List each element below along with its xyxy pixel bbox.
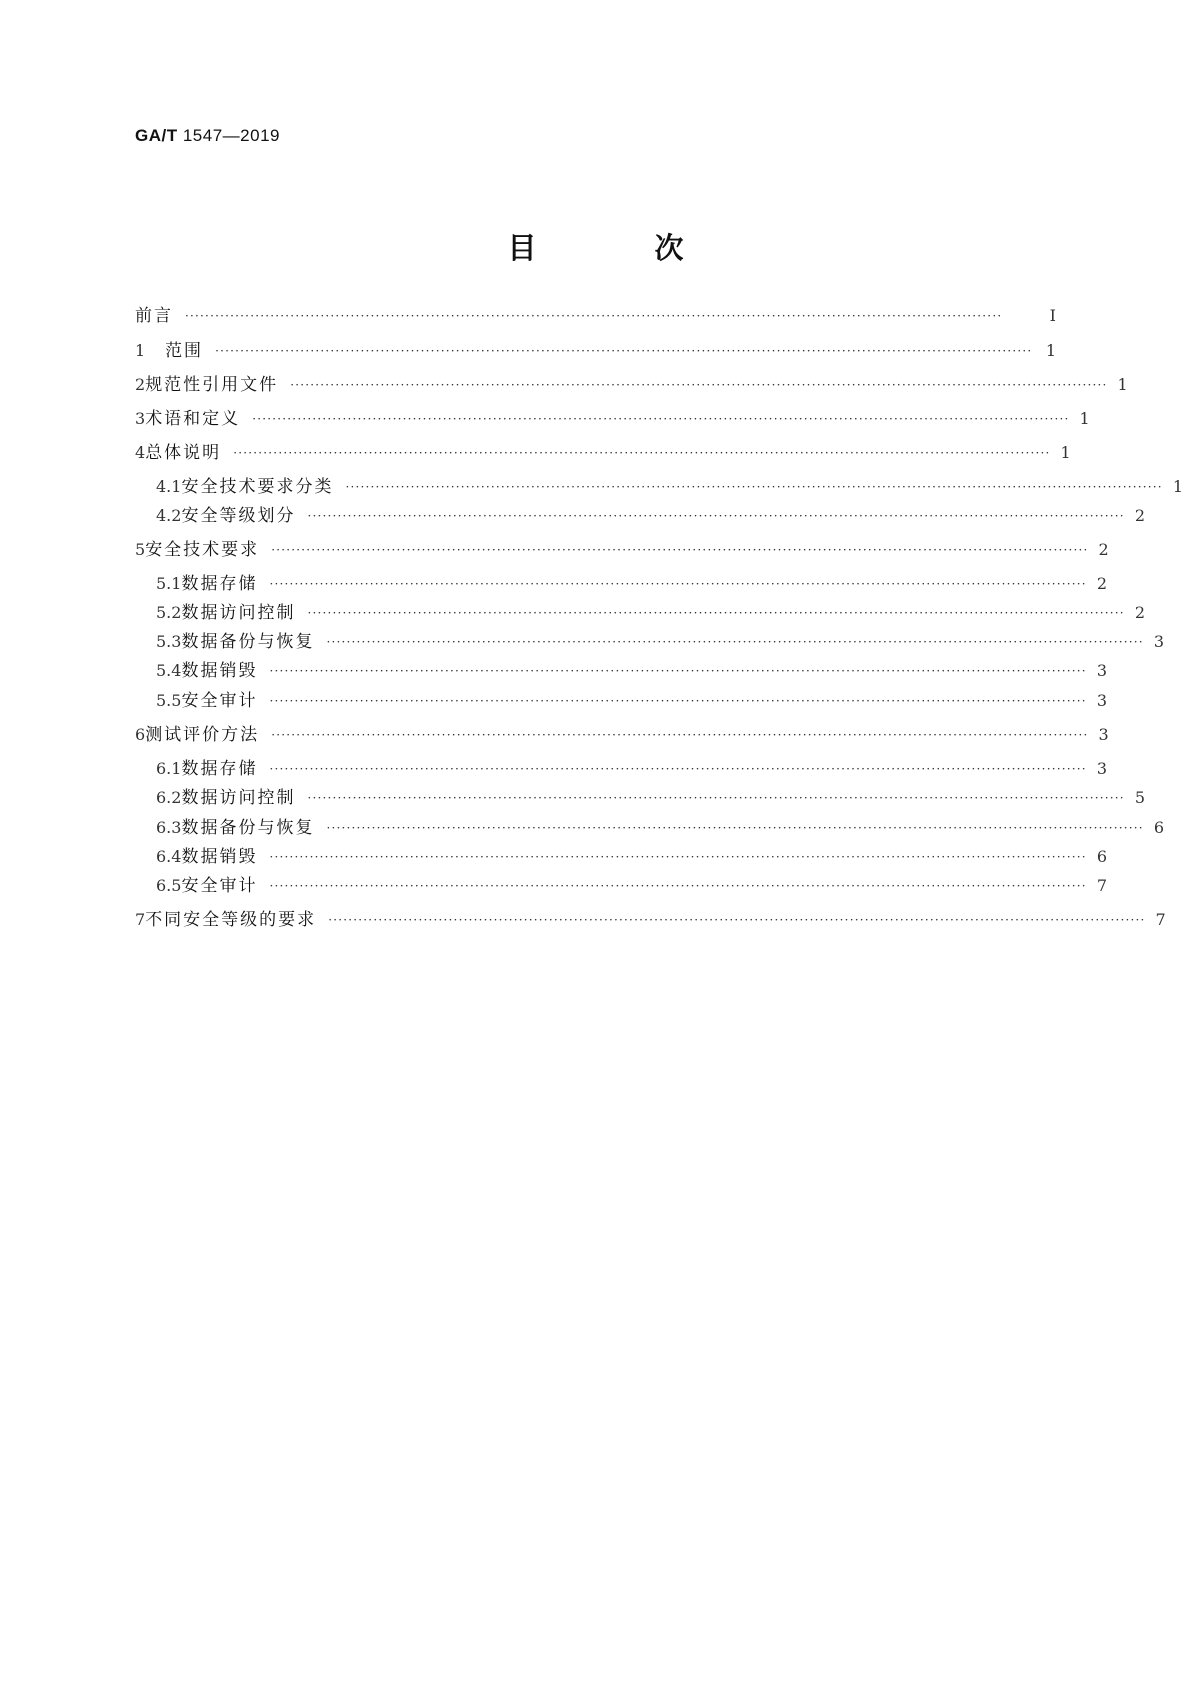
toc-entry-page: 3: [1096, 759, 1107, 778]
toc-entry-label: 数据备份与恢复: [181, 632, 315, 652]
toc-entry[interactable]: [135, 474, 1183, 500]
toc-entry[interactable]: [135, 537, 1109, 563]
toc-entry-page: 6: [1096, 847, 1107, 866]
toc-entry-page: 3: [1153, 632, 1164, 651]
toc-entry-number: 7: [135, 910, 146, 929]
toc-leader-dots: ···································································································································································: [215, 344, 1033, 358]
toc-leader-dots: ···································································································································································: [307, 606, 1125, 620]
toc-entry-page: 3: [1096, 691, 1107, 710]
toc-entry-label: 数据销毁: [181, 847, 258, 867]
toc-entry-page: 2: [1098, 540, 1109, 559]
toc-entry[interactable]: [135, 440, 1071, 466]
toc-leader-dots: ···································································································································································: [326, 635, 1144, 649]
toc-entry-page: 5: [1134, 788, 1145, 807]
toc-entry-label: 数据访问控制: [181, 788, 296, 808]
toc-entry-number: 5.5: [156, 691, 182, 710]
toc-entry-page: 2: [1096, 574, 1107, 593]
toc-entry-label: 数据访问控制: [181, 603, 296, 623]
toc-leader-dots: ···································································································································································: [269, 762, 1087, 776]
toc-entry-label: 安全技术要求: [145, 540, 260, 560]
toc-entry-number: 1: [135, 341, 146, 360]
toc-entry-number: 4.1: [156, 477, 182, 496]
toc-entry-number: 4.2: [156, 506, 182, 525]
toc-entry-label: 安全审计: [181, 691, 258, 711]
toc-leader-dots: ···································································································································································: [271, 543, 1089, 557]
toc-entry-number: 5.2: [156, 603, 182, 622]
toc-entry-number: 6.5: [156, 876, 182, 895]
toc-entry[interactable]: [135, 503, 1145, 529]
toc-entry-label: 数据存储: [181, 574, 258, 594]
toc-entry-label: 安全技术要求分类: [181, 477, 334, 497]
toc-entry[interactable]: [135, 722, 1109, 748]
toc-entry-number: 5.1: [156, 574, 182, 593]
document-code-prefix: GA/T: [135, 126, 178, 145]
toc-entry[interactable]: [135, 372, 1128, 398]
toc-entry[interactable]: [135, 688, 1107, 714]
toc-entry-label: 安全等级划分: [181, 506, 296, 526]
toc-entry-label: 术语和定义: [145, 409, 241, 429]
toc-entry-label: 测试评价方法: [145, 725, 260, 745]
toc-entry-number: 6.4: [156, 847, 182, 866]
toc-entry[interactable]: [135, 873, 1107, 899]
toc-entry[interactable]: [135, 406, 1090, 432]
toc-entry[interactable]: [135, 658, 1107, 684]
toc-entry-page: 2: [1134, 506, 1145, 525]
toc-leader-dots: ···································································································································································: [307, 509, 1125, 523]
toc-entry[interactable]: [135, 338, 1056, 364]
toc-leader-dots: ···································································································································································: [326, 821, 1144, 835]
toc-entry-number: 6.2: [156, 788, 182, 807]
toc-leader-dots: ···································································································································································: [252, 412, 1070, 426]
toc-leader-dots: ···································································································································································: [271, 728, 1089, 742]
toc-leader-dots: ···································································································································································: [269, 577, 1087, 591]
toc-entry-page: 3: [1096, 661, 1107, 680]
toc-entry-number: 6.1: [156, 759, 182, 778]
toc-leader-dots: ···································································································································································: [269, 694, 1087, 708]
toc-entry-number: 3: [135, 409, 146, 428]
toc-entry-page: Ⅰ: [1049, 306, 1056, 325]
toc-entry-page: 3: [1098, 725, 1109, 744]
toc-entry-label: 数据备份与恢复: [181, 818, 315, 838]
toc-entry-page: 1: [1172, 477, 1183, 496]
toc-entry-page: 2: [1134, 603, 1145, 622]
toc-leader-dots: ···································································································································································: [269, 850, 1087, 864]
toc-leader-dots: ···································································································································································: [233, 446, 1051, 460]
toc-entry-label: 总体说明: [145, 443, 222, 463]
toc-entry-page: 7: [1096, 876, 1107, 895]
toc-leader-dots: ···································································································································································: [269, 879, 1087, 893]
toc-entry-label: 安全审计: [181, 876, 258, 896]
toc-entry-label: 数据存储: [181, 759, 258, 779]
document-code: [135, 126, 280, 146]
toc-entry-number: 4: [135, 443, 146, 462]
toc-leader-dots: ···································································································································································: [290, 378, 1108, 392]
toc-entry-label: 数据销毁: [181, 661, 258, 681]
toc-entry-number: 2: [135, 375, 146, 394]
toc-entry-page: 1: [1045, 341, 1056, 360]
toc-entry[interactable]: [135, 600, 1145, 626]
toc-entry[interactable]: [135, 785, 1145, 811]
toc-leader-dots: ···································································································································································: [307, 791, 1125, 805]
toc-entry[interactable]: [135, 815, 1164, 841]
toc-leader-dots: ···································································································································································: [345, 480, 1163, 494]
toc-entry[interactable]: [135, 303, 1056, 329]
toc-title: 目 次: [507, 231, 738, 265]
toc-entry-number: 5: [135, 540, 146, 559]
toc-entry-number: 5.4: [156, 661, 182, 680]
toc-entry-page: 1: [1079, 409, 1090, 428]
toc-entry-label: 规范性引用文件: [145, 375, 279, 395]
toc-entry[interactable]: [135, 907, 1166, 933]
toc-entry[interactable]: [135, 844, 1107, 870]
toc-entry[interactable]: [135, 756, 1107, 782]
toc-entry-number: 6: [135, 725, 146, 744]
toc-entry-label: 不同安全等级的要求: [145, 910, 317, 930]
document-code-number: 1547—2019: [182, 126, 280, 145]
toc-entry-label: 范围: [165, 341, 204, 361]
toc-entry-page: 1: [1117, 375, 1128, 394]
toc-leader-dots: ···································································································································································: [185, 309, 1003, 323]
toc-entry-number: 5.3: [156, 632, 182, 651]
toc-entry[interactable]: [135, 629, 1164, 655]
toc-entry-page: 6: [1153, 818, 1164, 837]
toc-entry[interactable]: [135, 571, 1107, 597]
toc-entry-page: 1: [1060, 443, 1071, 462]
toc-entry-label: 前言: [135, 306, 173, 326]
toc-entry-page: 7: [1155, 910, 1166, 929]
toc-leader-dots: ···································································································································································: [269, 664, 1087, 678]
toc-leader-dots: ···································································································································································: [328, 913, 1146, 927]
toc-entry-number: 6.3: [156, 818, 182, 837]
